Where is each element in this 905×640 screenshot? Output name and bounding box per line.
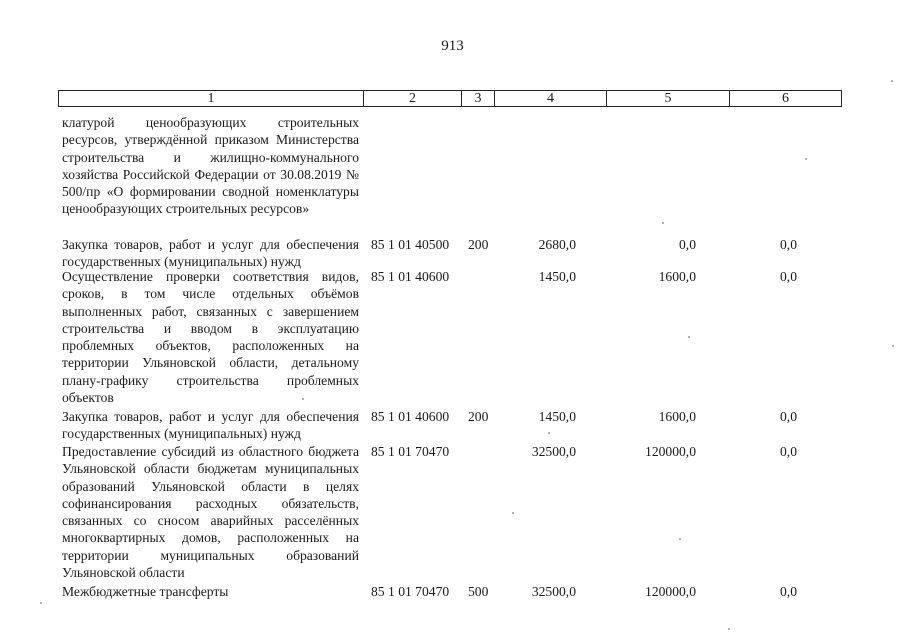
header-col-4: 4 xyxy=(495,91,607,106)
header-col-3: 3 xyxy=(462,91,495,106)
header-col-2: 2 xyxy=(364,91,462,106)
row-expense-type: 500 xyxy=(468,584,489,599)
table-row xyxy=(0,236,905,268)
table-row xyxy=(0,583,905,603)
table-row xyxy=(0,268,905,408)
row-description: Закупка товаров, работ и услуг для обеспечения государственных (муниципальных) нужд xyxy=(62,409,359,442)
row-code: 85 1 01 70470 xyxy=(371,444,450,459)
row-value-col4: 32500,0 xyxy=(531,444,576,459)
table-body xyxy=(0,114,905,603)
row-value-col5: 1600,0 xyxy=(658,409,696,424)
page-number: 913 xyxy=(441,38,464,54)
row-description: Закупка товаров, работ и услуг для обеспечения государственных (муниципальных) нужд xyxy=(62,237,359,270)
row-value-col4: 32500,0 xyxy=(531,584,576,599)
row-value-col5: 1600,0 xyxy=(658,269,696,284)
table-row xyxy=(0,114,905,236)
row-value-col4: 1450,0 xyxy=(538,409,576,424)
row-expense-type: 200 xyxy=(468,409,489,424)
header-col-6: 6 xyxy=(782,91,789,106)
header-col-1: 1 xyxy=(59,91,364,106)
row-code: 85 1 01 40600 xyxy=(371,409,450,424)
row-value-col5: 120000,0 xyxy=(645,444,696,459)
row-expense-type: 200 xyxy=(468,237,489,252)
row-value-col5: 0,0 xyxy=(679,237,696,252)
row-description: Осуществление проверки соответствия видов, сроков, в том числе отдельных объёмов выполненных работ, связанных с завершением строительства и вводом в эксплуатацию проблемных объектов, расположенных на территории Ульяновской области, детальному плану-графику строительства проблемных объектов xyxy=(62,269,359,406)
row-value-col5: 120000,0 xyxy=(645,584,696,599)
table-row xyxy=(0,443,905,583)
row-description: Предоставление субсидий из областного бюджета Ульяновской области бюджетам муниципальных образований Ульяновской области в целях софинансирования расходных обязательств, связанных со сносом аварийных расселённых многоквартирных домов, расположенных на территории муниципальных образований Ульяновской области xyxy=(62,444,359,581)
row-code: 85 1 01 40600 xyxy=(371,269,450,284)
row-value-col6: 0,0 xyxy=(780,409,797,424)
header-col-5: 5 xyxy=(607,91,730,106)
row-code: 85 1 01 70470 xyxy=(371,584,450,599)
row-description: Межбюджетные трансферты xyxy=(62,584,229,599)
table-row xyxy=(0,408,905,443)
row-value-col6: 0,0 xyxy=(780,237,797,252)
row-value-col6: 0,0 xyxy=(780,584,797,599)
row-code: 85 1 01 40500 xyxy=(371,237,450,252)
row-value-col6: 0,0 xyxy=(780,444,797,459)
row-value-col6: 0,0 xyxy=(780,269,797,284)
row-value-col4: 1450,0 xyxy=(538,269,576,284)
table-header xyxy=(58,90,842,107)
row-description: клатурой ценообразующих строительных ресурсов, утверждённой приказом Министерства строительства и жилищно-коммунального хозяйства Российской Федерации от 30.08.2019 № 500/пр «О формировании сводной номенклатуры ценообразующих строительных ресурсов» xyxy=(62,115,359,217)
row-value-col4: 2680,0 xyxy=(538,237,576,252)
